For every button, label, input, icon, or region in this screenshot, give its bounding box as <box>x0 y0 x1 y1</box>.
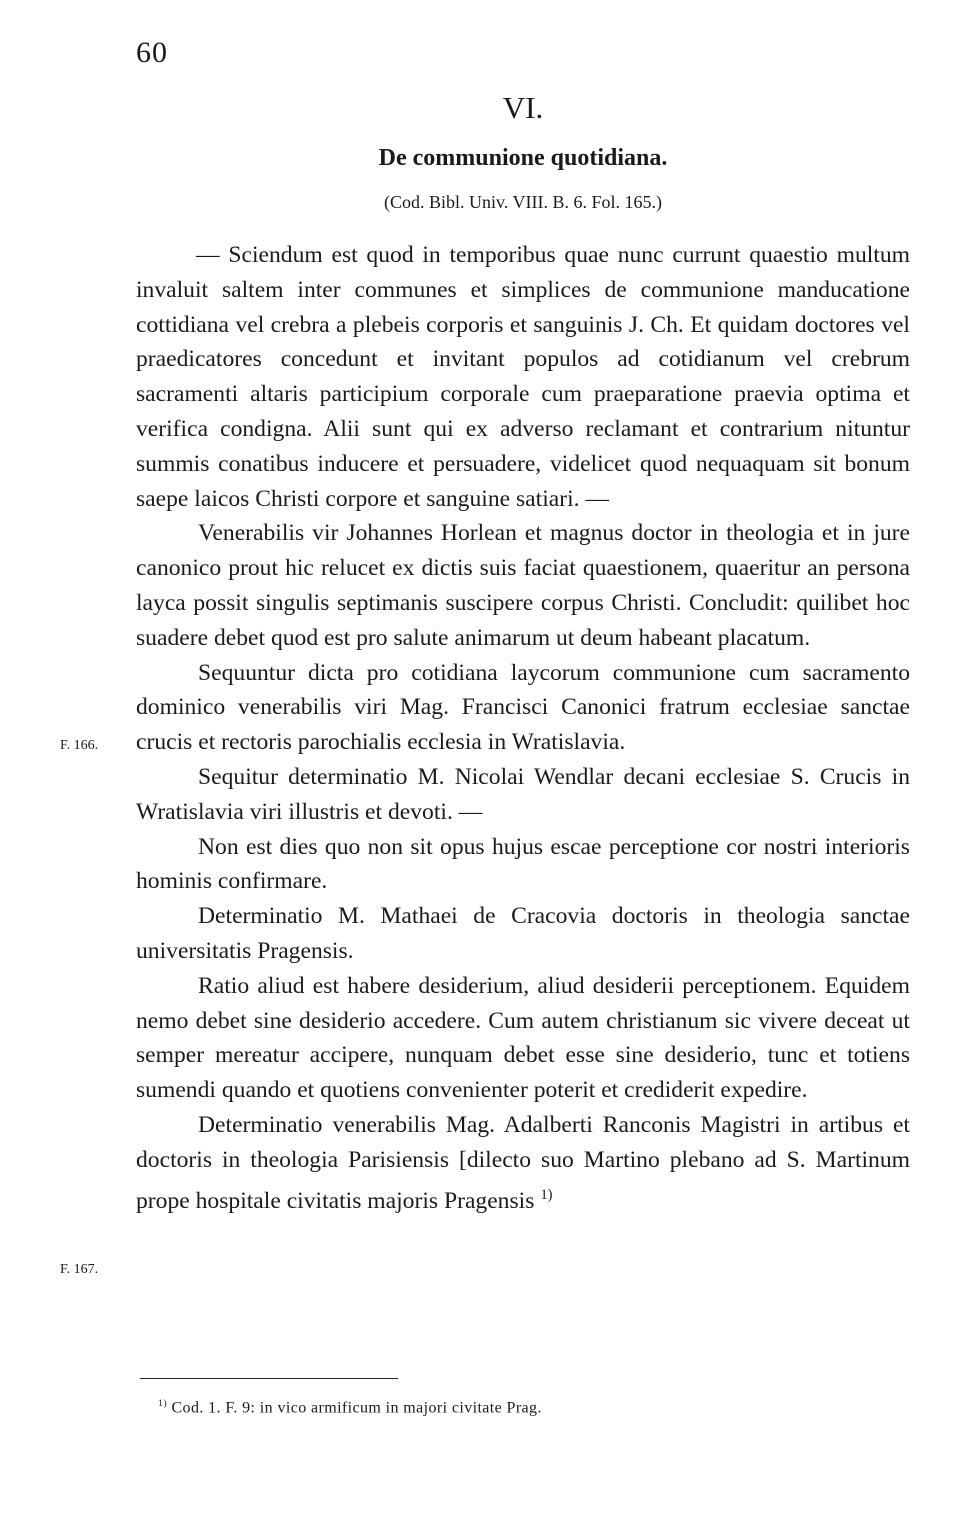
footnote-marker: 1) <box>158 1398 168 1409</box>
footnote-text: Cod. 1. F. 9: in vico armificum in majori civitate Prag. <box>171 1399 542 1417</box>
paragraph: Determinatio M. Mathaei de Cracovia doctoris in theologia sanctae universitatis Pragensis. <box>136 903 910 964</box>
paragraph: Sequuntur dicta pro cotidiana laycorum communione cum sacramento dominico venerabilis viri Mag. Francisci Canonici fratrum ecclesiae sanctae crucis et rectoris parochialis ecclesia in Wratislavia. <box>136 659 910 756</box>
paragraph: — Sciendum est quod in temporibus quae nunc currunt quaestio multum invaluit saltem inter communes et simplices de communione manducatione cottidiana vel crebra a plebeis corporis et sanguinis J. Ch. Et quidam doctores vel praedicatores concedunt et invitant populos ad cotidianum vel crebrum sacramenti altaris participium corporale cum praeparatione praevia optima et verifica condigna. Alii sunt qui ex adverso reclamant et contrarium nituntur summis conatibus inducere et persuadere, videlicet quod nequaquam sit bonum saepe laicos Christi corpore et sanguine satiari. — <box>136 242 910 512</box>
footnote-reference: 1) <box>540 1186 553 1203</box>
footnote-divider <box>140 1378 398 1379</box>
margin-folio-note: F. 167. <box>60 1262 99 1277</box>
page-number: 60 <box>136 36 168 69</box>
paragraph: Non est dies quo non sit opus hujus escae perceptione cor nostri interioris hominis confirmare. <box>136 833 910 895</box>
section-title: De communione quotidiana. <box>378 145 668 171</box>
margin-folio-note: F. 166. <box>60 738 99 753</box>
paragraph: Ratio aliud est habere desiderium, aliud desiderii perceptionem. Equidem nemo debet sine desiderio accedere. Cum autem christianum sic vivere deceat ut semper mereatur accipere, nunquam debet esse sine desiderio, tunc et totiens sumendi quando et quotiens convenienter poterit et crediderit expedire. <box>136 972 910 1104</box>
footnote <box>158 1398 542 1417</box>
chapter-number: VI. <box>502 90 544 125</box>
paragraph: Venerabilis vir Johannes Horlean et magnus doctor in theologia et in jure canonico prout hic relucet ex dictis suis faciat quaestionem, quaeritur an persona layca possit singulis septimanis suscipere corpus Christi. Concludit: quilibet hoc suadere debet quod est pro salute animarum ut deum habeant placatum. <box>136 520 910 651</box>
body-text <box>136 238 910 1218</box>
source-citation: (Cod. Bibl. Univ. VIII. B. 6. Fol. 165.) <box>383 192 662 212</box>
paragraph: Sequitur determinatio M. Nicolai Wendlar decani ecclesiae S. Crucis in Wratislavia viri illustris et devoti. — <box>136 763 910 825</box>
paragraph-text: Determinatio venerabilis Mag. Adalberti Ranconis Magistri in artibus et doctoris in theologia Parisiensis [dilecto suo Martino plebano ad S. Martinum prope hospitale civitatis majoris Pragensis <box>136 1111 910 1214</box>
paragraph <box>136 1108 910 1218</box>
